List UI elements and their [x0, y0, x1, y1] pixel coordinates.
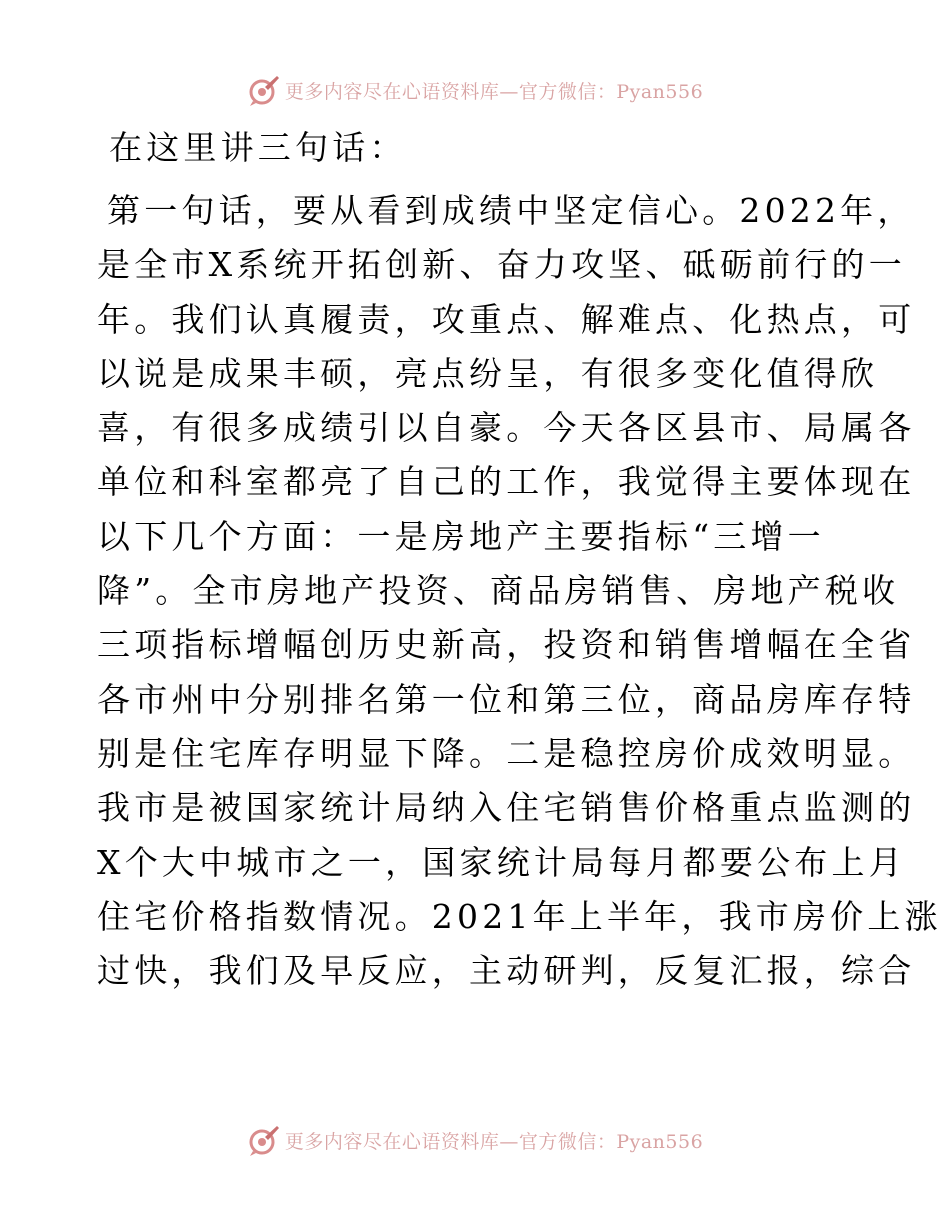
paragraph-line: 我市是被国家统计局纳入住宅销售价格重点监测的 [97, 788, 916, 828]
paragraph-line: X个大中城市之一，国家统计局每月都要公布上月 [97, 842, 906, 882]
paragraph-line: 年。我们认真履责，攻重点、解难点、化热点，可 [97, 299, 916, 339]
paragraph-line: 以说是成果丰硕，亮点纷呈，有很多变化值得欣 [97, 353, 879, 393]
watermark-text: 更多内容尽在心语资料库—官方微信：Pyan556 [284, 80, 704, 103]
paragraph-line: 住宅价格指数情况。2021年上半年，我市房价上涨 [97, 896, 942, 936]
paragraph-line: 各市州中分别排名第一位和第三位，商品房库存特 [97, 679, 916, 719]
pen-seal-logo-icon [247, 1123, 281, 1157]
paragraph-line: 是全市X系统开拓创新、奋力攻坚、砥砺前行的一 [97, 245, 906, 285]
paragraph-line: 以下几个方面：一是房地产主要指标“三增一 [97, 516, 825, 556]
paragraph-line: 单位和科室都亮了自己的工作，我觉得主要体现在 [97, 462, 916, 502]
paragraph-line: 三项指标增幅创历史新高，投资和销售增幅在全省 [97, 625, 916, 665]
watermark-text: 更多内容尽在心语资料库—官方微信：Pyan556 [284, 1130, 704, 1153]
paragraph-line: 过快，我们及早反应，主动研判，反复汇报，综合 [97, 951, 916, 991]
paragraph-line: 降”。全市房地产投资、商品房销售、房地产税收 [97, 571, 900, 611]
paragraph-line: 喜，有很多成绩引以自豪。今天各区县市、局属各 [97, 408, 916, 448]
document-body [97, 120, 942, 998]
footer-watermark [0, 1120, 950, 1160]
pen-seal-logo-icon [247, 73, 281, 107]
paragraph-line: 别是住宅库存明显下降。二是稳控房价成效明显。 [97, 733, 916, 773]
paragraph-line: 第一句话，要从看到成绩中坚定信心。2022年， [107, 191, 915, 230]
header-watermark [0, 70, 950, 110]
intro-heading: 在这里讲三句话： [109, 128, 407, 167]
